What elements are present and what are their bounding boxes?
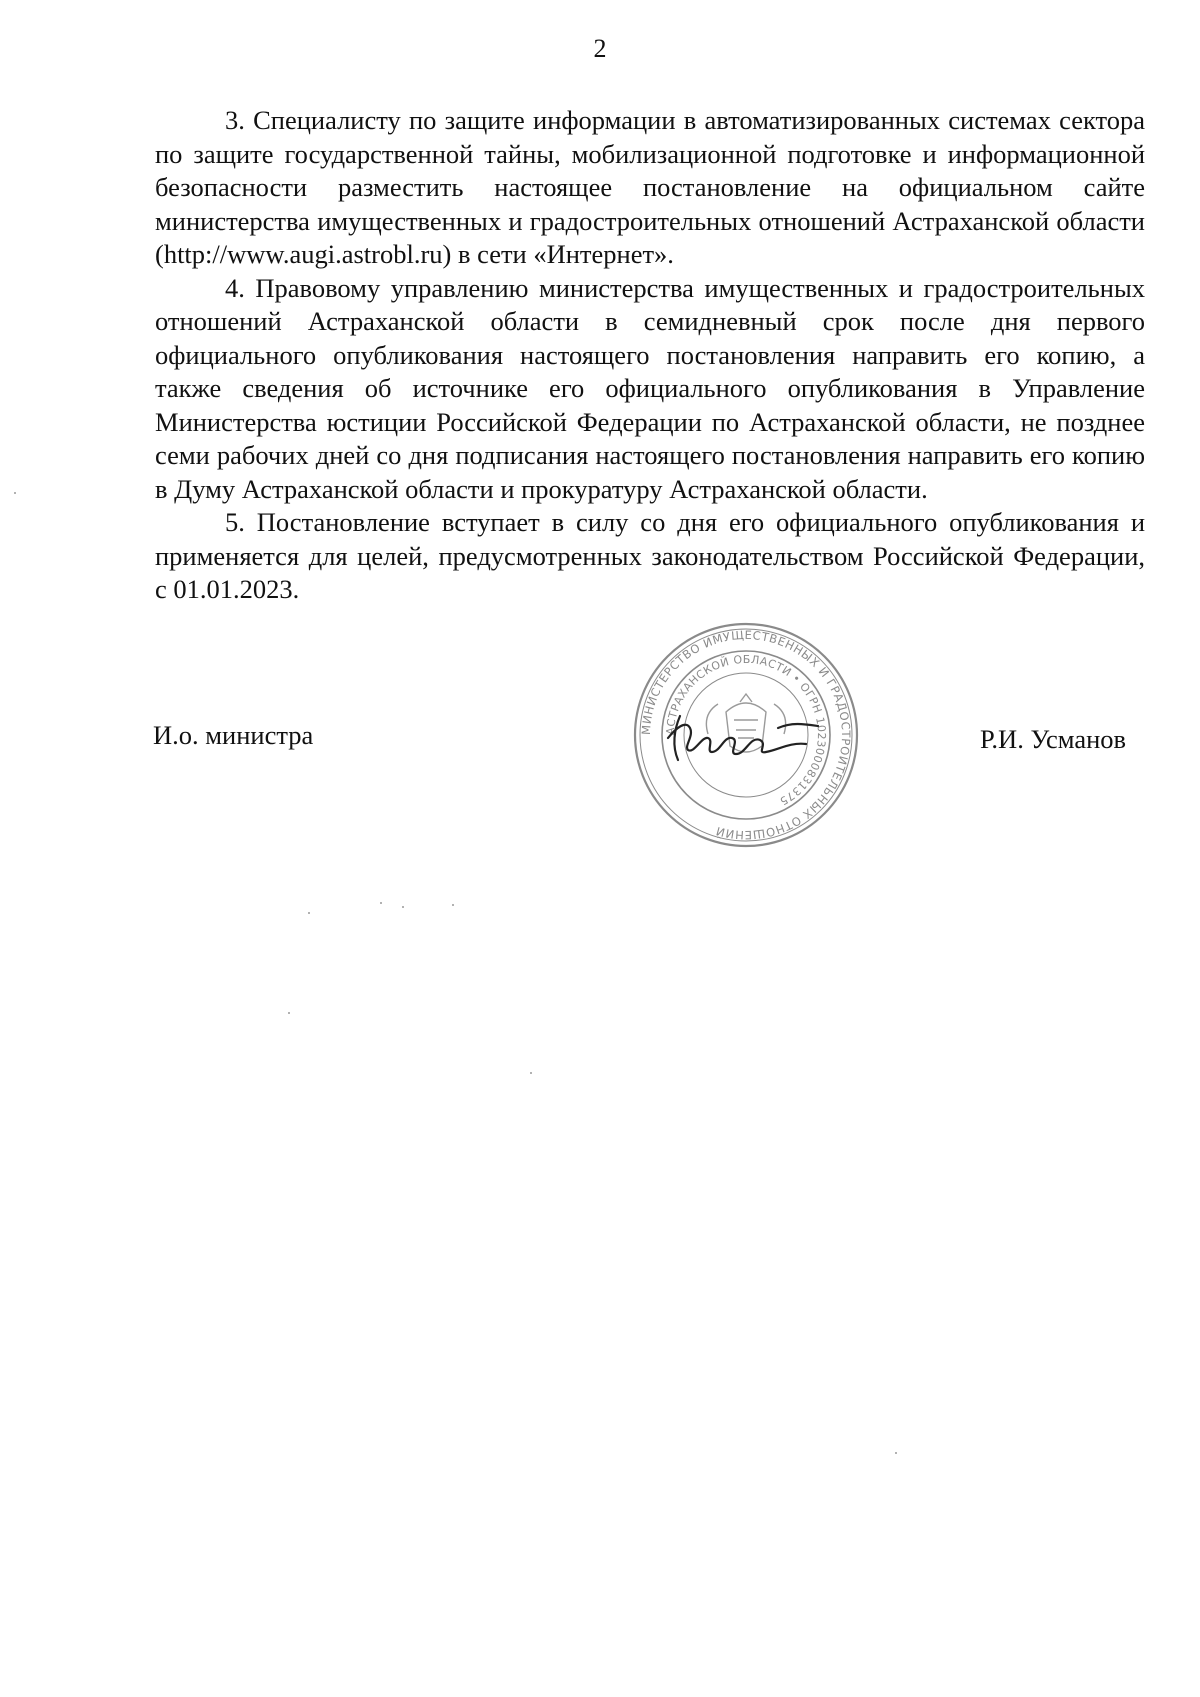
coat-of-arms-icon <box>706 694 785 752</box>
official-seal-stamp <box>628 620 864 850</box>
page-number: 2 <box>593 34 607 63</box>
document-body <box>155 104 1145 607</box>
scan-speck <box>895 1452 897 1454</box>
seal-inner-text: АСТРАХАНСКОЙ ОБЛАСТИ • ОГРН 1023000831375 <box>663 652 829 808</box>
paragraph-4: 4. Правовому управлению министерства имущественных и градостроительных отношений Астраханской области в семидневный срок после дня первого официального опубликования настоящего постановления направить его копию, а также сведения об источнике его официального опубликования в Управление Министерства юстиции Российской Федерации по Астраханской области, не позднее семи рабочих дней со дня подписания настоящего постановления направить его копию в Думу Астраханской области и прокуратуру Астраханской области. <box>155 272 1145 504</box>
signer-position: И.о. министра <box>153 720 314 750</box>
scan-speck <box>530 1072 532 1074</box>
scan-speck <box>288 1012 290 1014</box>
paragraph-3: 3. Специалисту по защите информации в автоматизированных системах сектора по защите государственной тайны, мобилизационной подготовке и информационной безопасности разместить настоящее постановление на официальном сайте министерства имущественных и градостроительных отношений Астраханской области (http://www.augi.astrobl.ru) в сети «Интернет». <box>155 105 1145 269</box>
signature-block <box>0 620 1200 850</box>
paragraph-5: 5. Постановление вступает в силу со дня его официального опубликования и применяется для целей, предусмотренных законодательством Российской Федерации, с 01.01.2023. <box>155 507 1145 604</box>
scan-speck <box>402 906 404 908</box>
scan-speck <box>14 492 16 494</box>
scan-speck <box>452 904 454 906</box>
scan-speck <box>308 912 310 914</box>
signer-name: Р.И. Усманов <box>980 724 1127 754</box>
seal-icon <box>628 620 864 850</box>
scan-speck <box>380 902 382 904</box>
seal-outer-text: МИНИСТЕРСТВО ИМУЩЕСТВЕННЫХ И ГРАДОСТРОИТЕЛЬНЫХ ОТНОШЕНИЙ <box>638 627 854 843</box>
